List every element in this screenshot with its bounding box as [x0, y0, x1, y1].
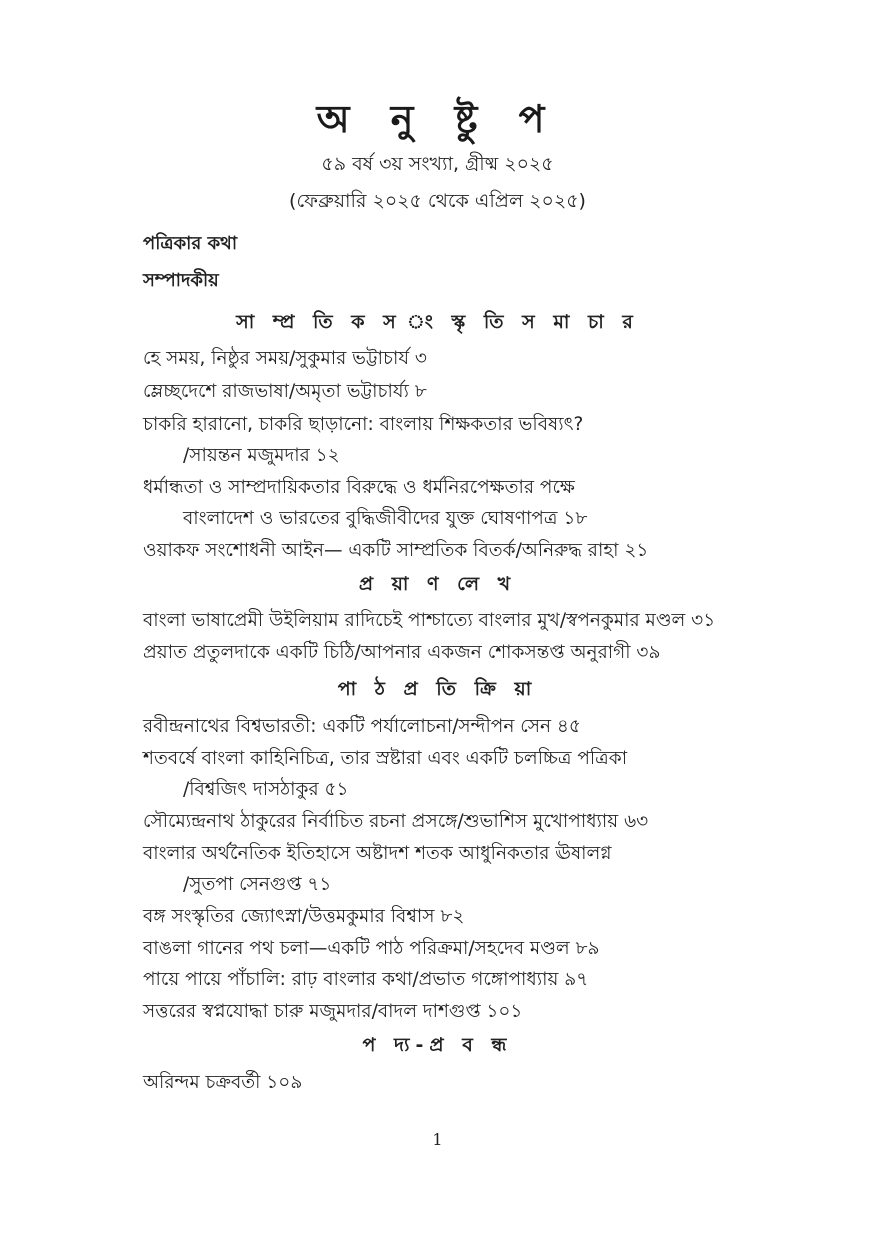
toc-entry-continuation: বাংলাদেশ ও ভারতের বুদ্ধিজীবীদের যুক্ত ঘোষণাপত্র ১৮ — [183, 508, 588, 529]
issue-info: ৫৯ বর্ষ ৩য় সংখ্যা, গ্রীষ্ম ২০২৫ — [321, 153, 554, 175]
section-heading-padya-prabandha: প দ্য-প্র ব ন্ধ — [362, 1034, 513, 1056]
section-heading-prayanlekh: প্র য়া ণ লে খ — [358, 573, 517, 595]
toc-entry: বঙ্গ সংস্কৃতির জ্যোৎস্না/উত্তমকুমার বিশ্বাস ৮২ — [143, 906, 465, 927]
toc-entry: শতবর্ষে বাংলা কাহিনিচিত্র, তার স্রষ্টারা এবং একটি চলচ্চিত্র পত্রিকা — [143, 748, 628, 769]
sampadakiya-heading: সম্পাদকীয় — [143, 270, 219, 291]
section-heading-path-protikriya: পা ঠ প্র তি ক্রি য়া — [337, 678, 538, 700]
page-number: 1 — [432, 1130, 443, 1149]
toc-entry: ধর্মান্ধতা ও সাম্প্রদায়িকতার বিরুদ্ধে ও ধর্মনিরপেক্ষতার পক্ষে — [143, 477, 575, 498]
toc-entry: সত্তরের স্বপ্নযোদ্ধা চারু মজুমদার/বাদল দাশগুপ্ত ১০১ — [143, 1001, 523, 1022]
toc-entry: ম্লেচ্ছদেশে রাজভাষা/অমৃতা ভট্টাচার্য্য ৮ — [143, 381, 427, 402]
toc-entry: অরিন্দম চক্রবর্তী ১০৯ — [143, 1072, 303, 1093]
patrikar-katha-heading: পত্রিকার কথা — [143, 233, 238, 254]
toc-entry: চাকরি হারানো, চাকরি ছাড়ানো: বাংলায় শিক্ষকতার ভবিষ্যৎ? — [143, 414, 584, 435]
toc-entry: হে সময়, নিষ্ঠুর সময়/সুকুমার ভট্টাচার্য ৩ — [143, 348, 427, 369]
magazine-title: অ নু ষ্টু প — [316, 97, 559, 141]
toc-entry-continuation: /সায়ন্তন মজুমদার ১২ — [183, 445, 340, 466]
toc-entry: বাংলার অর্থনৈতিক ইতিহাসে অষ্টাদশ শতক আধুনিকতার ঊষালগ্ন — [143, 843, 612, 864]
toc-entry: পায়ে পায়ে পাঁচালি: রাঢ় বাংলার কথা/প্রভাত গঙ্গোপাধ্যায় ৯৭ — [143, 969, 589, 990]
toc-entry-continuation: /সুতপা সেনগুপ্ত ৭১ — [183, 874, 332, 895]
toc-entry-continuation: /বিশ্বজিৎ দাসঠাকুর ৫১ — [183, 779, 349, 800]
toc-entry: প্রয়াত প্রতুলদাকে একটি চিঠি/আপনার একজন শোকসন্তপ্ত অনুরাগী ৩৯ — [143, 642, 661, 663]
toc-entry: রবীন্দ্রনাথের বিশ্বভারতী: একটি পর্যালোচনা/সন্দীপন সেন ৪৫ — [143, 716, 581, 737]
toc-entry: ওয়াকফ সংশোধনী আইন— একটি সাম্প্রতিক বিতর্ক/অনিরুদ্ধ রাহা ২১ — [143, 540, 649, 561]
section-heading-samprotik: সা ম্প্র তি ক স ং স্কৃ তি স মা চা র — [236, 311, 639, 333]
toc-entry: বাঙলা গানের পথ চলা—একটি পাঠ পরিক্রমা/সহদেব মণ্ডল ৮৯ — [143, 938, 600, 959]
toc-entry: বাংলা ভাষাপ্রেমী উইলিয়াম রাদিচেই পাশ্চাত্যে বাংলার মুখ/স্বপনকুমার মণ্ডল ৩১ — [143, 610, 716, 631]
issue-period: (ফেব্রুয়ারি ২০২৫ থেকে এপ্রিল ২০২৫) — [289, 190, 586, 212]
toc-entry: সৌম্যেন্দ্রনাথ ঠাকুরের নির্বাচিত রচনা প্রসঙ্গে/শুভাশিস মুখোপাধ্যায় ৬৩ — [143, 811, 649, 832]
